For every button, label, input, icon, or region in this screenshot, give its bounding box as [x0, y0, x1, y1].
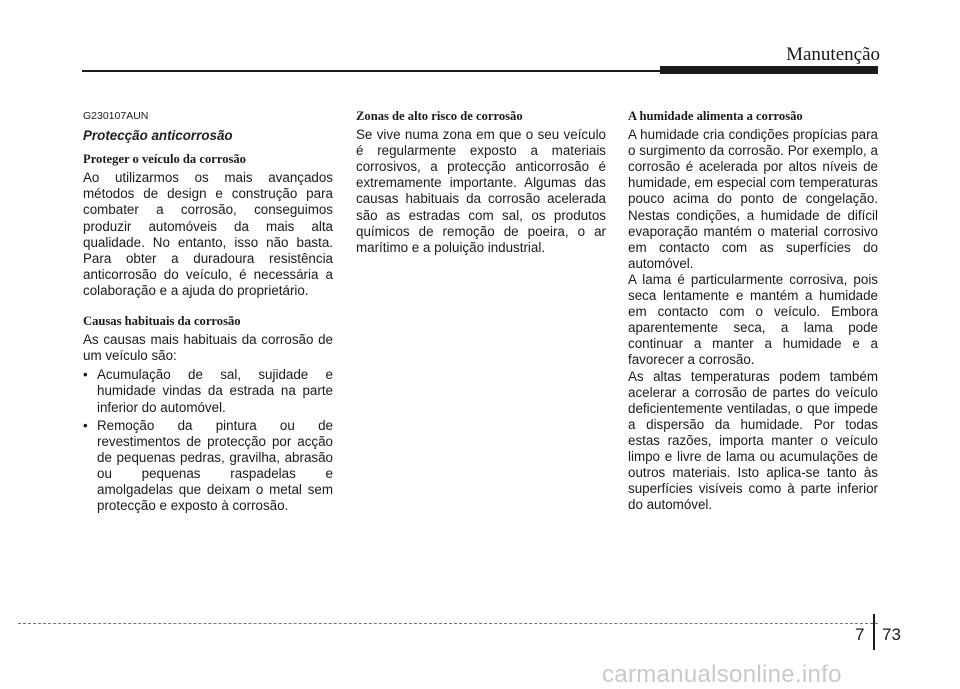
- column-3: [628, 108, 878, 513]
- paragraph-high-risk: Se vive numa zona em que o seu veículo é regularmente exposto a materiais corrosivos, a protecção anticorrosão é extremamente importante. Algumas das causas habituais da corrosão acelerada são as estradas com sal, os produtos químicos de remoção de poeira, o ar marítimo e a poluição industrial.: [356, 127, 606, 255]
- column-1: [83, 108, 333, 516]
- subheading-humidity: A humidade alimenta a corrosão: [628, 109, 803, 123]
- paragraph-temperature: As altas temperaturas podem também acelerar a corrosão de partes do veículo deficientemente ventiladas, o que impede a dispersão da humidade. Por todas estas razões, importa manter o veículo limpo e livre de lama ou acumulações de outros materiais. Isto aplica-se tanto às superfícies visíveis como à parte inferior do automóvel.: [628, 368, 878, 513]
- list-item: [83, 418, 333, 515]
- subheading-protect: Proteger o veículo da corrosão: [83, 152, 246, 167]
- section-title: Protecção anticorrosão: [83, 128, 233, 144]
- paragraph-causes: As causas mais habituais da corrosão de um veículo são:: [83, 332, 333, 364]
- list-item-text: Acumulação de sal, sujidade e humidade vindas da estrada na parte inferior do automóvel.: [97, 367, 333, 415]
- paragraph-humidity: A humidade cria condições propícias para o surgimento da corrosão. Por exemplo, a corrosão é acelerada por altos níveis de humidade, em especial com temperaturas pouco acima do ponto de congelação. Nestas condições, a humidade de difícil evaporação mantém o material corrosivo em contacto com as superfícies do automóvel.: [628, 127, 878, 271]
- subheading-causes: Causas habituais da corrosão: [83, 314, 241, 329]
- header-rule-bold: [660, 66, 878, 74]
- header-title: Manutenção: [786, 44, 880, 65]
- bullet-icon: •: [83, 417, 88, 433]
- paragraph-protect: Ao utilizarmos os mais avançados métodos de design e construção para combater a corrosão, conseguimos produzir automóveis da mais alta qualidade. No entanto, isso não basta. Para obter a duradoura resistência anticorrosão do veículo, é necessária a colaboração e a ajuda do proprietário.: [83, 170, 333, 298]
- bullet-icon: •: [83, 367, 88, 383]
- subheading-high-risk: Zonas de alto risco de corrosão: [356, 109, 523, 123]
- section-code: G230107AUN: [83, 110, 149, 122]
- footer-rule: [18, 623, 878, 624]
- header-rule: [82, 70, 662, 72]
- causes-list: [83, 367, 333, 514]
- column-2: [356, 108, 606, 256]
- paragraph-mud: A lama é particularmente corrosiva, pois seca lentamente e mantém a humidade em contacto com o veículo. Embora aparentemente seca, a lama pode continuar a manter a humidade e a favorecer a corrosão.: [628, 271, 878, 368]
- chapter-number: 7: [855, 625, 865, 644]
- page-number: 73: [882, 625, 901, 644]
- watermark: carmanualsonline.info: [602, 661, 842, 688]
- list-item-text: Remoção da pintura ou de revestimentos de protecção por acção de pequenas pedras, gravilha, abrasão ou pequenas raspadelas e amolgadelas que deixam o metal sem protecção e exposto à corrosão.: [97, 417, 333, 514]
- page-number-divider: [873, 614, 875, 650]
- list-item: [83, 367, 333, 415]
